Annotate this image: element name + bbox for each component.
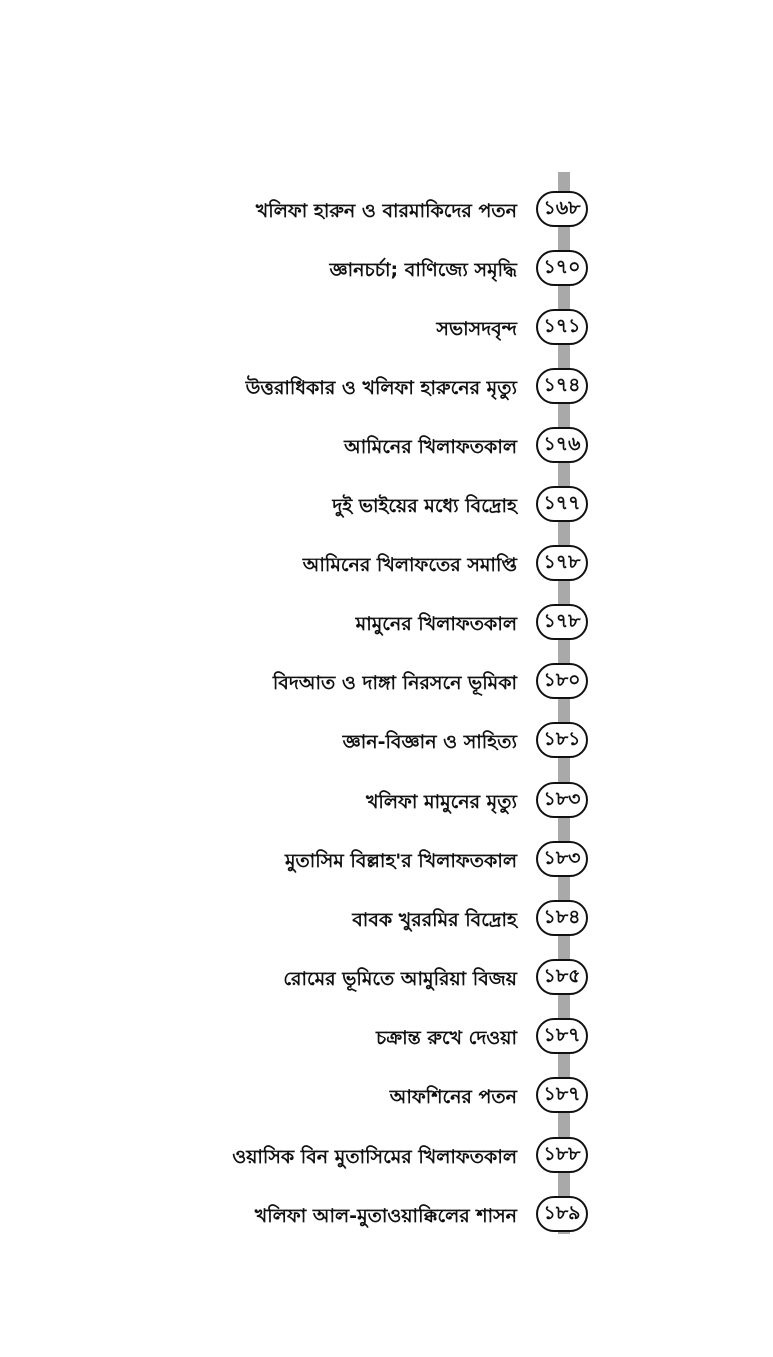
toc-page-number: ১৮৭ bbox=[536, 1077, 588, 1113]
toc-page-number: ১৭০ bbox=[536, 250, 588, 286]
toc-entry[interactable] bbox=[0, 1016, 773, 1060]
toc-entry[interactable] bbox=[0, 307, 773, 351]
toc-entry-title: ওয়াসিক বিন মুতাসিমের খিলাফতকাল bbox=[232, 1146, 517, 1168]
toc-page-number: ১৭৮ bbox=[536, 545, 588, 581]
toc-entry-title: আমিনের খিলাফতকাল bbox=[344, 436, 517, 458]
toc-entry-title: সভাসদবৃন্দ bbox=[436, 318, 517, 340]
toc-entry[interactable] bbox=[0, 602, 773, 646]
toc-entry[interactable] bbox=[0, 1075, 773, 1119]
toc-entry-title: খলিফা মামুনের মৃত্যু bbox=[365, 791, 517, 813]
toc-page-number: ১৭৮ bbox=[536, 604, 588, 640]
toc-page-number: ১৮৯ bbox=[536, 1196, 588, 1232]
toc-page-number: ১৮০ bbox=[536, 663, 588, 699]
toc-page-number: ১৮৪ bbox=[536, 900, 588, 936]
toc-entry-title: উত্তরাধিকার ও খলিফা হারুনের মৃত্যু bbox=[245, 377, 517, 399]
toc-entry-title: জ্ঞানচর্চা; বাণিজ্যে সমৃদ্ধি bbox=[329, 259, 517, 281]
toc-page-number: ১৭৪ bbox=[536, 368, 588, 404]
toc-entry[interactable] bbox=[0, 957, 773, 1001]
toc-entry[interactable] bbox=[0, 1194, 773, 1238]
toc-entry[interactable] bbox=[0, 543, 773, 587]
toc-page-number: ১৭৬ bbox=[536, 427, 588, 463]
toc-entry[interactable] bbox=[0, 1135, 773, 1179]
toc-entry-title: রোমের ভূমিতে আমুরিয়া বিজয় bbox=[283, 968, 517, 990]
toc-entry[interactable] bbox=[0, 720, 773, 764]
toc-entry-title: মুতাসিম বিল্লাহ'র খিলাফতকাল bbox=[284, 850, 517, 872]
toc-entry-title: বিদআত ও দাঙ্গা নিরসনে ভূমিকা bbox=[272, 672, 517, 694]
toc-entry[interactable] bbox=[0, 661, 773, 705]
toc-page-number: ১৭১ bbox=[536, 309, 588, 345]
toc-entry[interactable] bbox=[0, 189, 773, 233]
toc-page-number: ১৮৩ bbox=[536, 841, 588, 877]
toc-entry-title: আমিনের খিলাফতের সমাপ্তি bbox=[302, 554, 517, 576]
toc-entry[interactable] bbox=[0, 839, 773, 883]
toc-entry-title: খলিফা আল-মুতাওয়াক্কিলের শাসন bbox=[254, 1205, 517, 1227]
toc-page-number: ১৭৭ bbox=[536, 486, 588, 522]
toc-entry[interactable] bbox=[0, 780, 773, 824]
toc-entry-title: চক্রান্ত রুখে দেওয়া bbox=[375, 1027, 517, 1049]
toc-entry-title: দুই ভাইয়ের মধ্যে বিদ্রোহ bbox=[332, 495, 517, 517]
toc-entry-title: জ্ঞান-বিজ্ঞান ও সাহিত্য bbox=[342, 731, 517, 753]
toc-page-number: ১৮৫ bbox=[536, 959, 588, 995]
toc-page-number: ১৮১ bbox=[536, 722, 588, 758]
toc-page-number: ১৬৮ bbox=[536, 191, 588, 227]
toc-entry[interactable] bbox=[0, 248, 773, 292]
toc-page-number: ১৮৩ bbox=[536, 782, 588, 818]
toc-entry-title: আফশিনের পতন bbox=[389, 1086, 517, 1108]
toc-entry[interactable] bbox=[0, 898, 773, 942]
toc-entry-title: মামুনের খিলাফতকাল bbox=[355, 613, 517, 635]
toc-entry[interactable] bbox=[0, 484, 773, 528]
toc-page-number: ১৮৮ bbox=[536, 1137, 588, 1173]
toc-entry[interactable] bbox=[0, 366, 773, 410]
toc-entry-title: বাবক খুররমির বিদ্রোহ bbox=[352, 909, 517, 931]
toc-entry[interactable] bbox=[0, 425, 773, 469]
toc-entry-title: খলিফা হারুন ও বারমাকিদের পতন bbox=[255, 200, 517, 222]
toc-page-number: ১৮৭ bbox=[536, 1018, 588, 1054]
